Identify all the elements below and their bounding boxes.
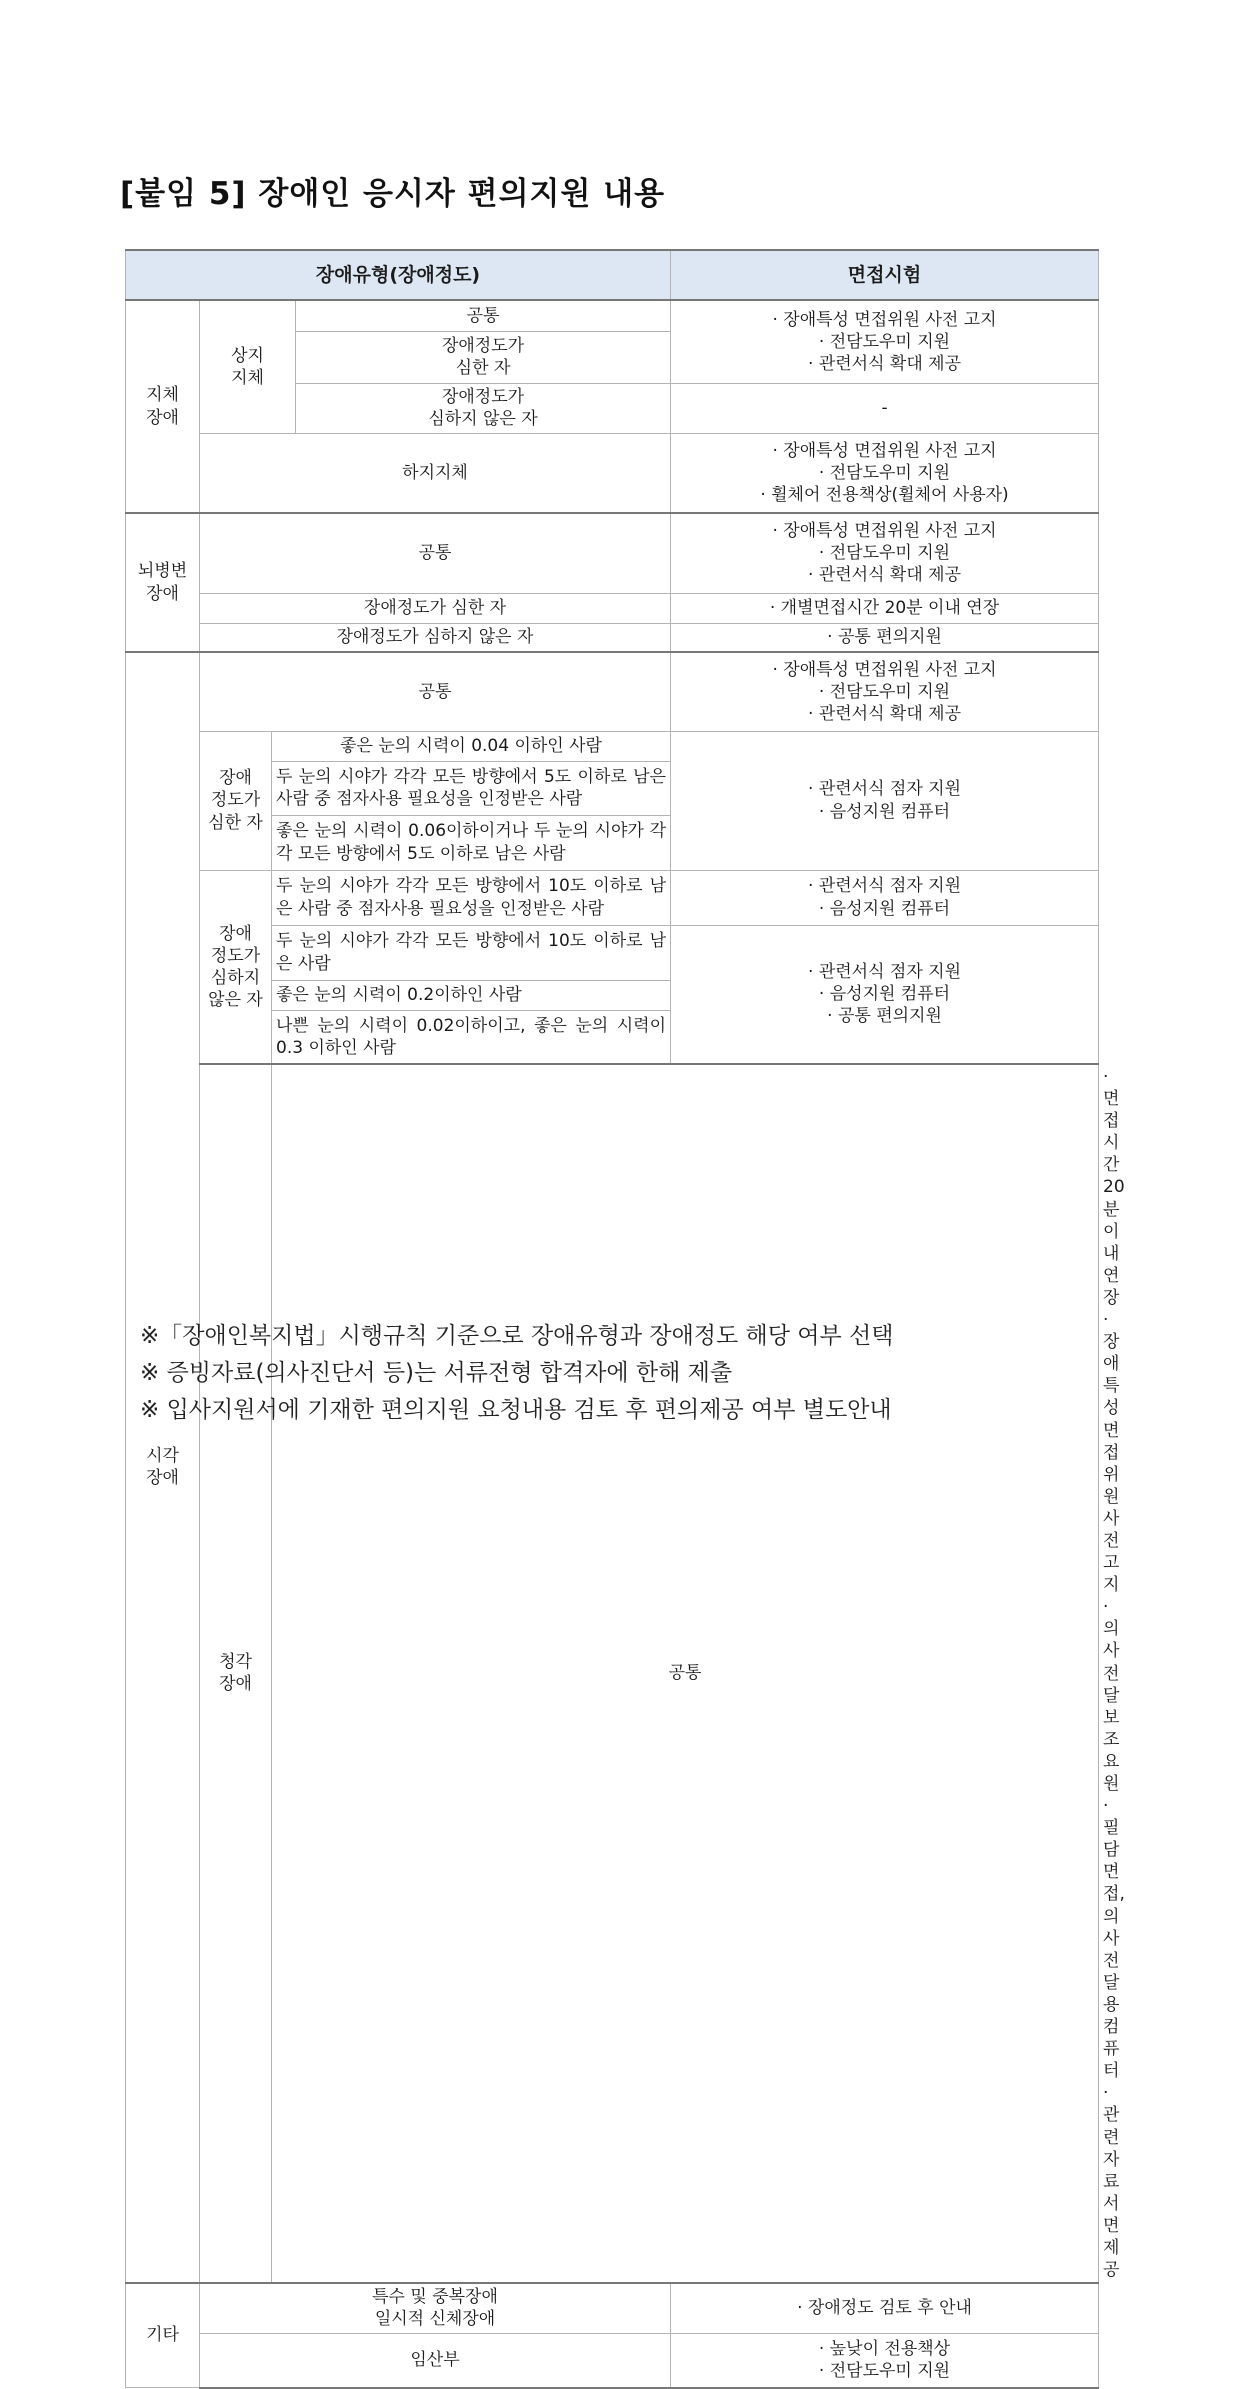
visual-mild-criterion: 나쁜 눈의 시력이 0.02이하이고, 좋은 눈의 시력이 0.3 이하인 사람 [272, 1010, 671, 1064]
group-hearing: 청각 장애 [200, 1064, 272, 2283]
physical-upper-mild-support: - [671, 383, 1099, 433]
visual-severe-criterion: 좋은 눈의 시력이 0.06이하이거나 두 눈의 시야가 각각 모든 방향에서 5도 이하로 남은 사람 [272, 815, 671, 870]
physical-lower-limb: 하지지체 [200, 433, 671, 513]
table-header-row [126, 250, 1099, 300]
other-special: 특수 및 중복장애 일시적 신체장애 [200, 2283, 671, 2334]
brain-common: 공통 [200, 513, 671, 593]
subgroup-upper-limb: 상지 지체 [200, 300, 296, 433]
visual-mild-support-rest: · 관련서식 점자 지원 · 음성지원 컴퓨터 · 공통 편의지원 [671, 925, 1099, 1064]
physical-upper-common: 공통 [296, 300, 671, 331]
brain-severe: 장애정도가 심한 자 [200, 593, 671, 623]
brain-mild: 장애정도가 심하지 않은 자 [200, 623, 671, 652]
physical-lower-support: · 장애특성 면접위원 사전 고지 · 전담도우미 지원 · 휠체어 전용책상(휠체어 사용자) [671, 433, 1099, 513]
page-title: [붙임 5] 장애인 응시자 편의지원 내용 [120, 176, 666, 212]
visual-severe-label: 장애 정도가 심한 자 [200, 731, 272, 870]
other-special-support: · 장애정도 검토 후 안내 [671, 2283, 1099, 2334]
table-row [126, 513, 1099, 593]
table-row [126, 652, 1099, 731]
visual-common-support: · 장애특성 면접위원 사전 고지 · 전담도우미 지원 · 관련서식 확대 제공 [671, 652, 1099, 731]
physical-upper-mild: 장애정도가 심하지 않은 자 [296, 383, 671, 433]
visual-mild-support-first: · 관련서식 점자 지원 · 음성지원 컴퓨터 [671, 870, 1099, 925]
table-row [126, 925, 1099, 980]
table-row: 청각 장애 공통 · 면접시간 20분이내 연장 · 장애특성 면접위원 사전 고지 · 의사전달보조요원 · 필담면접, 의사전달용 컴퓨터 · 관련자료 서면제공 [126, 1064, 1099, 2283]
brain-mild-support: · 공통 편의지원 [671, 623, 1099, 652]
note-item: ※「장애인복지법」시행규칙 기준으로 장애유형과 장애정도 해당 여부 선택 [140, 1323, 894, 1349]
table-row [126, 623, 1099, 652]
notes [140, 1318, 893, 1429]
table-row [126, 300, 1099, 331]
group-brain: 뇌병변 장애 [126, 513, 200, 652]
table-row [126, 2283, 1099, 2334]
note-item: ※ 입사지원서에 기재한 편의지원 요청내용 검토 후 편의제공 여부 별도안내 [140, 1397, 892, 1423]
note-item: ※ 증빙자료(의사진단서 등)는 서류전형 합격자에 한해 제출 [140, 1360, 733, 1386]
table-row [126, 433, 1099, 513]
group-visual: 시각 장애 [126, 652, 200, 2283]
visual-mild-criterion: 좋은 눈의 시력이 0.2이하인 사람 [272, 980, 671, 1010]
table-row [126, 2334, 1099, 2388]
table-row [126, 870, 1099, 925]
visual-severe-criterion: 두 눈의 시야가 각각 모든 방향에서 5도 이하로 남은 사람 중 점자사용 필요성을 인정받은 사람 [272, 761, 671, 815]
hearing-common: 공통 [272, 1064, 1099, 2283]
brain-common-support: · 장애특성 면접위원 사전 고지 · 전담도우미 지원 · 관련서식 확대 제공 [671, 513, 1099, 593]
visual-severe-criterion: 좋은 눈의 시력이 0.04 이하인 사람 [272, 731, 671, 761]
table-row [126, 731, 1099, 761]
other-pregnant-support: · 높낮이 전용책상 · 전담도우미 지원 [671, 2334, 1099, 2388]
table-row [126, 593, 1099, 623]
group-other: 기타 [126, 2283, 200, 2388]
group-physical: 지체 장애 [126, 300, 200, 513]
physical-upper-severe: 장애정도가 심한 자 [296, 331, 671, 383]
visual-mild-criterion: 두 눈의 시야가 각각 모든 방향에서 10도 이하로 남은 사람 중 점자사용 필요성을 인정받은 사람 [272, 870, 671, 925]
header-interview: 면접시험 [671, 250, 1099, 300]
visual-common: 공통 [200, 652, 671, 731]
header-disability-type: 장애유형(장애정도) [126, 250, 671, 300]
visual-mild-criterion: 두 눈의 시야가 각각 모든 방향에서 10도 이하로 남은 사람 [272, 925, 671, 980]
other-pregnant: 임산부 [200, 2334, 671, 2388]
brain-severe-support: · 개별면접시간 20분 이내 연장 [671, 593, 1099, 623]
visual-mild-label: 장애 정도가 심하지 않은 자 [200, 870, 272, 1064]
visual-severe-support: · 관련서식 점자 지원 · 음성지원 컴퓨터 [671, 731, 1099, 870]
physical-upper-support: · 장애특성 면접위원 사전 고지 · 전담도우미 지원 · 관련서식 확대 제공 [671, 300, 1099, 383]
